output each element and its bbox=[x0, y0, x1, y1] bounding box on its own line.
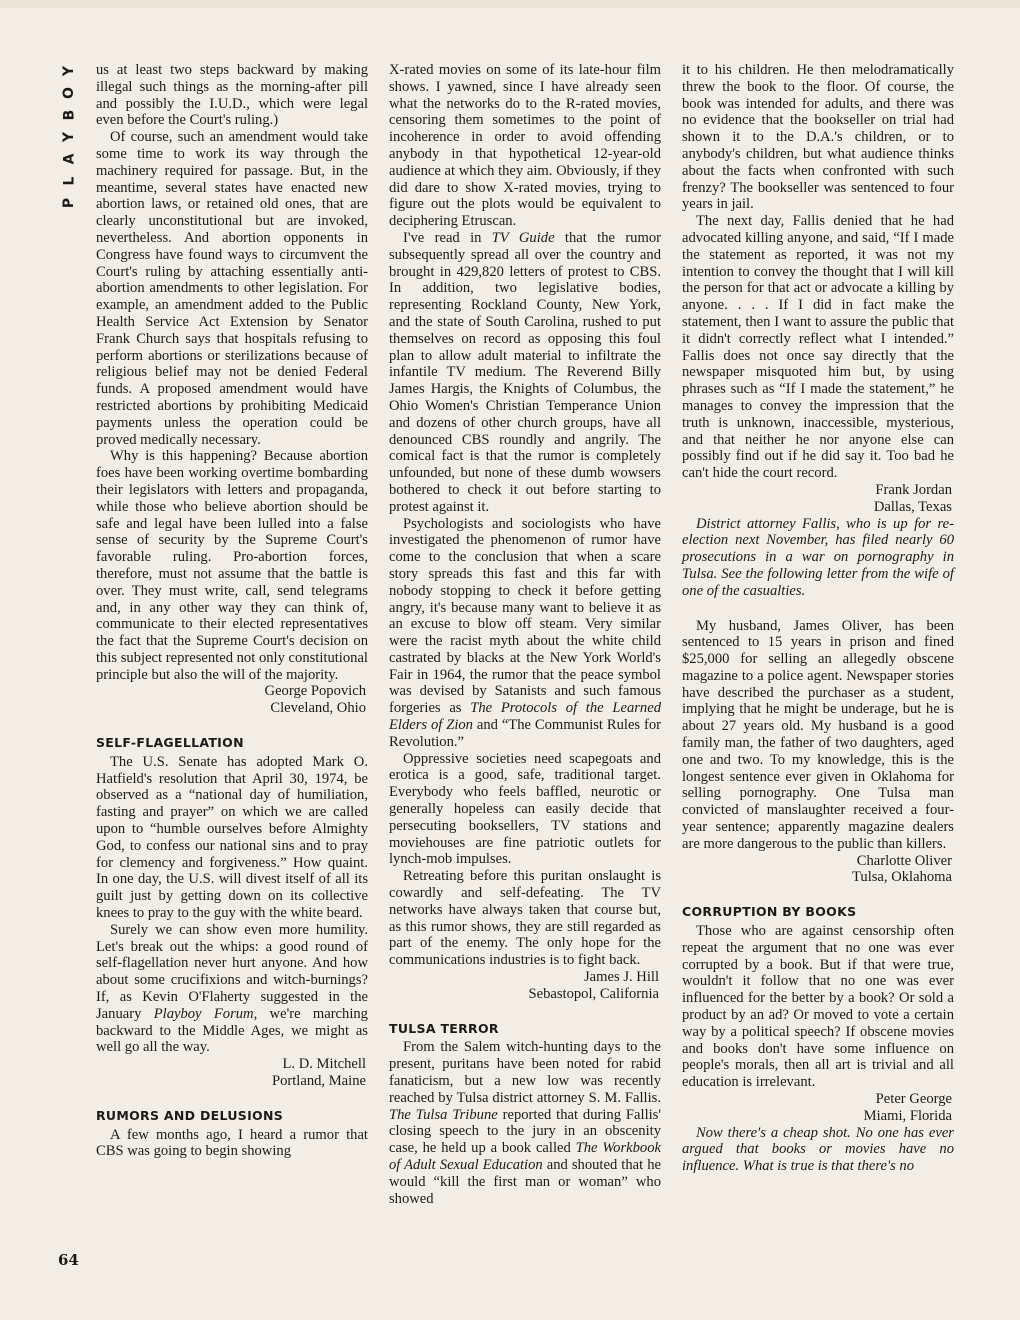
editor-note: Now there's a cheap shot. No one has ever argued that books or movies have no influence. What is true is that there's no bbox=[682, 1124, 954, 1175]
paragraph: A few months ago, I heard a rumor that CBS was going to begin showing bbox=[96, 1126, 368, 1160]
paragraph: From the Salem witch-hunting days to the present, puritans have been noted for rabid fanaticism, but a new low was recently reached by Tulsa district attorney S. M. Fallis. The Tulsa Tribune reported that during Fallis' closing speech to the jury in an obscenity case, he held up a book called The Workbook of Adult Sexual Education and shouted that he would “kill the first man or woman” who showed bbox=[389, 1039, 661, 1207]
masthead-letter: Y bbox=[60, 65, 77, 77]
paragraph: Psychologists and sociologists who have investigated the phenomenon of rumor have come to the conclusion that when a scare story spreads this fast and this far with nobody stopping to check it before getting angry, it's because many want to believe it as an excuse to blow off steam. Very similar were the racist myth about the white child castrated by blacks at the New York World's Fair in 1964, the rumor that the peace symbol was devised by Satanists and such famous forgeries as The Protocols of the Learned Elders of Zion and “The Communist Rules for Revolution.” bbox=[389, 515, 661, 750]
signature-place: Miami, Florida bbox=[863, 1107, 952, 1124]
masthead-letter: A bbox=[61, 153, 77, 165]
paragraph: My husband, James Oliver, has been sentenced to 15 years in prison and fined $25,000 for selling an allegedly obscene magazine to a police agent. Newspaper stories have described the purchaser as a student, implying that he might be underage, but he is about 27 years old. My husband is a good family man, the father of two daughters, aged one and two. To my knowledge, this is the longest sentence ever given in Oklahoma for selling pornography. One Tulsa man convicted of manslaughter received a four-year sentence; apparently magazine dealers are more dangerous to the public than killers. bbox=[682, 617, 954, 852]
signature-name: Peter George bbox=[875, 1091, 952, 1108]
masthead-letter: P bbox=[60, 197, 77, 209]
editor-note: District attorney Fallis, who is up for re-election next November, has filed nearly 60 prosecutions in a war on pornography in Tulsa. See the following letter from the wife of one of the casualties. bbox=[682, 515, 954, 599]
paragraph: Those who are against censorship often repeat the argument that no one was ever corrupted by a book. But if that were true, wouldn't it follow that no one was ever influenced for the better by a book? Or sold a product by an ad? Or moved to vote a certain way by a political speech? If obscene movies and books don't have some influence on people's morals, then all art is trivial and all education is irrelevant. bbox=[682, 923, 954, 1091]
masthead-letter: Y bbox=[60, 131, 77, 143]
column-3 bbox=[682, 62, 954, 1175]
masthead-letter: B bbox=[60, 109, 77, 121]
section-heading: TULSA TERROR bbox=[389, 1020, 499, 1036]
paragraph: I've read in TV Guide that the rumor subsequently spread all over the country and brought in 429,820 letters of protest to CBS. In addition, two legislative bodies, representing Rockland County, New York, and the state of South Carolina, rushed to put themselves on record as opposing this foul plan to allow adult material to infiltrate the infantile TV medium. The Reverend Billy James Hargis, the Knights of Columbus, the Ohio Women's Christian Temperance Union and dozens of other church groups, have all denounced CBS roundly and angrily. The comical fact is that the rumor is completely unfounded, but none of these dumb wowsers bothered to check it out before starting to protest against it. bbox=[389, 229, 661, 515]
playboy-masthead bbox=[56, 60, 82, 214]
masthead-letter: O bbox=[61, 87, 77, 99]
page-edge bbox=[0, 0, 1020, 8]
section-heading: SELF-FLAGELLATION bbox=[96, 735, 244, 751]
signature-name: Frank Jordan bbox=[875, 481, 952, 498]
column-1 bbox=[96, 62, 368, 1160]
signature-place: Dallas, Texas bbox=[873, 498, 952, 515]
signature-place: Portland, Maine bbox=[271, 1073, 366, 1090]
paragraph: it to his children. He then melodramatically threw the book to the floor. Of course, the book was intended for adults, and there was no evidence that the bookseller on trial had shown it to the D.A.'s children, or to anybody's children, but what audience thinks about the facts when confronted with such frenzy? The bookseller was sentenced to four years in jail. bbox=[682, 62, 954, 213]
paragraph: us at least two steps backward by making illegal such things as the morning-after pill and possibly the I.U.D., which were legal even before the Court's ruling.) bbox=[96, 62, 368, 129]
signature-name: James J. Hill bbox=[584, 969, 659, 986]
paragraph: The next day, Fallis denied that he had advocated killing anyone, and said, “If I made the statement as reported, it was not my intention to convey the thought that I will kill the person for that act or advocate a killing by anyone. . . . If I did in fact make the statement, then I want to assure the public that it didn't correctly reflect what I intended.” Fallis does not once say directly that the newspaper misquoted him but, by using phrases such as “If I made the statement,” he manages to convey the impression that the truth is unknown, inaccessible, mysterious, and that neither he nor anyone else can possibly find out if he did say it. Too bad he can't hide the court record. bbox=[682, 213, 954, 482]
paragraph: X-rated movies on some of its late-hour film shows. I yawned, since I have already seen what the networks do to the R-rated movies, censoring them sometimes to the point of incoherence in order to avoid offending anybody in that hypothetical 12-year-old audience at which they aim. Obviously, if they did dare to show X-rated movies, trying to figure out the plots would be equivalent to deciphering Etruscan. bbox=[389, 62, 661, 230]
page-number: 64 bbox=[58, 1251, 79, 1269]
section-heading: RUMORS AND DELUSIONS bbox=[96, 1107, 284, 1123]
signature-name: Charlotte Oliver bbox=[856, 852, 952, 869]
section-heading: CORRUPTION BY BOOKS bbox=[682, 904, 857, 920]
masthead-letter: L bbox=[60, 176, 77, 186]
paragraph: Oppressive societies need scapegoats and erotica is a good, safe, traditional target. Everybody who feels baffled, neurotic or generally hopeless can easily decide that persecuting booksellers, TV stations and moviehouses are fine patriotic outlets for lynch-mob impulses. bbox=[389, 750, 661, 868]
column-2 bbox=[389, 62, 661, 1207]
spacer bbox=[682, 600, 954, 618]
signature-place: Sebastopol, California bbox=[528, 985, 659, 1002]
paragraph: Surely we can show even more humility. Let's break out the whips: a good round of self-flagellation never hurt anyone. And how about some crucifixions and witch-burnings? If, as Kevin O'Flaherty suggested in the January Playboy Forum, we're marching backward to the Middle Ages, we might as well go all the way. bbox=[96, 921, 368, 1056]
signature-name: L. D. Mitchell bbox=[282, 1056, 366, 1073]
paragraph: Of course, such an amendment would take some time to work its way through the machinery required for passage. But, in the meantime, several states have enacted new abortion laws, or retained old ones, that are clearly unconstitutional but are invoked, nevertheless. And abortion opponents in Congress have found ways to circumvent the Court's ruling by attaching essentially anti-abortion amendments to other legislation. For example, an amendment added to the Public Health Service Act Extension by Senator Frank Church says that hospitals refusing to perform abortions or sterilizations because of religious belief may not be denied Federal funds. A proposed amendment would have restricted abortions by prohibiting Medicaid payments unless the operation could be proved medically necessary. bbox=[96, 129, 368, 448]
paragraph: Retreating before this puritan onslaught is cowardly and self-defeating. The TV networks have always taken that course but, as this rumor shows, they are still regarded as part of the enemy. The only hope for the communications industries is to fight back. bbox=[389, 868, 661, 969]
paragraph: Why is this happening? Because abortion foes have been working overtime bombarding their legislators with letters and propaganda, while those who believe abortion should be safe and legal have been lulled into a false sense of security by the Supreme Court's favorable ruling. Pro-abortion forces, therefore, must not assume that the battle is over. They must write, call, send telegrams and, in any other way they can think of, communicate to their elected representatives the fact that the Supreme Court's decision on this subject represented not only constitutional principle but also the will of the majority. bbox=[96, 448, 368, 683]
signature-place: Tulsa, Oklahoma bbox=[852, 869, 952, 886]
signature-place: Cleveland, Ohio bbox=[270, 700, 366, 717]
signature-name: George Popovich bbox=[264, 683, 366, 700]
paragraph: The U.S. Senate has adopted Mark O. Hatfield's resolution that April 30, 1974, be observed as a “national day of humiliation, fasting and prayer” on which we are called upon to “humble ourselves before Almighty God, to confess our national sins and to pray for clemency and forgiveness.” How quaint. In one day, the U.S. will divest itself of all its guilt just by getting down on its collective knees to pray to the guy with the white beard. bbox=[96, 753, 368, 922]
